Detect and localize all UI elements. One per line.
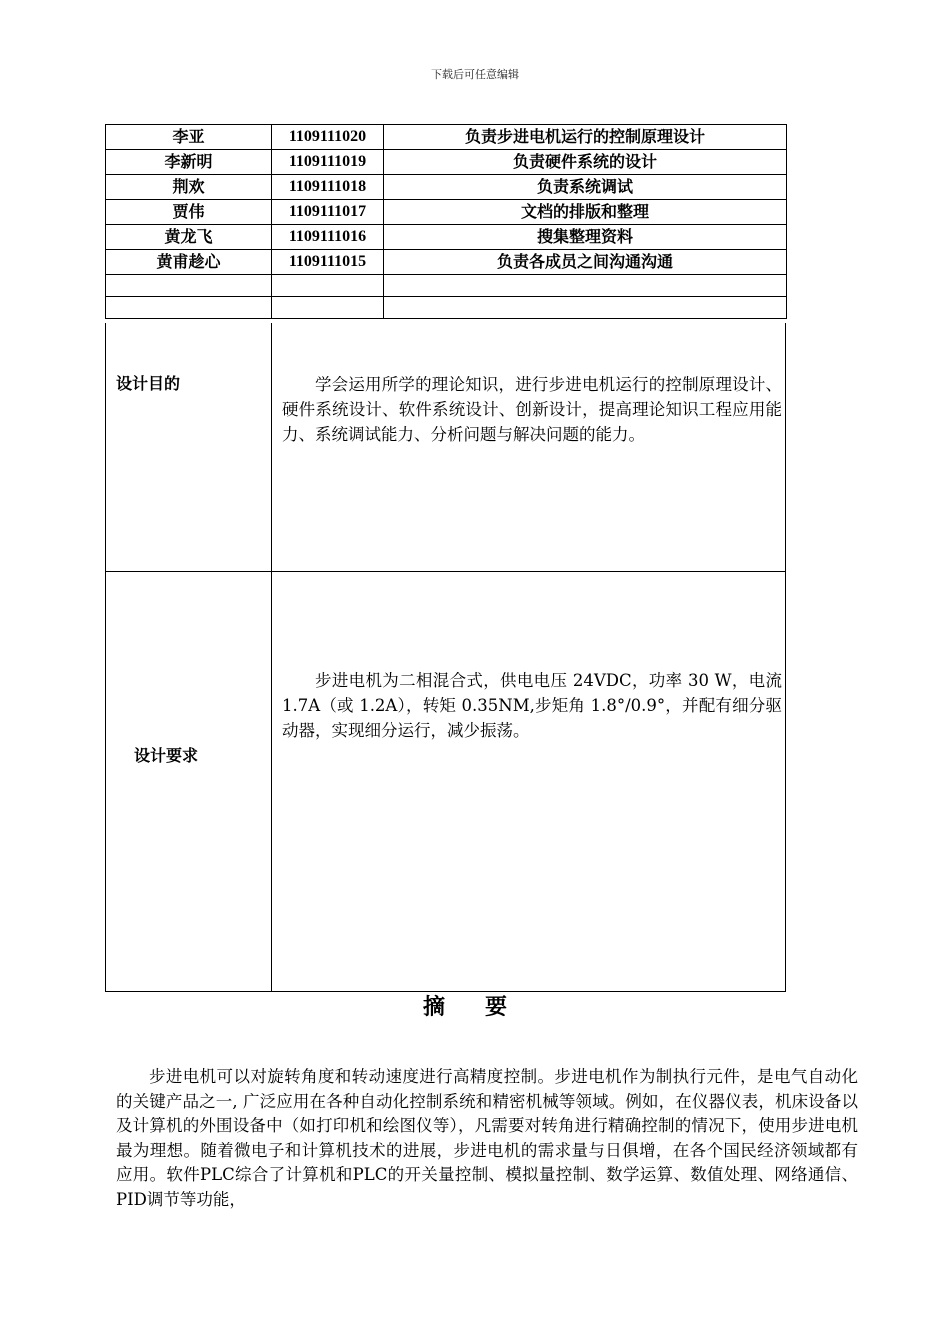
empty-cell: [384, 275, 787, 297]
design-req-text: 步进电机为二相混合式，供电电压 24VDC，功率 30 W，电流 1.7A（或 1.2A），转矩 0.35NM,步矩角 1.8°/0.9°，并配有细分驱动器，实现细分运行，减少振荡。: [282, 671, 782, 740]
empty-cell: [272, 275, 384, 297]
member-task: 负责系统调试: [384, 175, 787, 200]
design-goal-section: [105, 323, 786, 572]
empty-cell: [384, 297, 787, 319]
member-name: 李新明: [106, 150, 272, 175]
design-req-section: [105, 571, 786, 992]
empty-cell: [106, 275, 272, 297]
table-row: [106, 125, 787, 150]
table-row: [106, 225, 787, 250]
empty-cell: [106, 297, 272, 319]
table-row: [106, 150, 787, 175]
member-name: 黄龙飞: [106, 225, 272, 250]
member-id: 1109111017: [272, 200, 384, 225]
member-task: 负责步进电机运行的控制原理设计: [384, 125, 787, 150]
member-task: 负责各成员之间沟通沟通: [384, 250, 787, 275]
member-table: [105, 124, 787, 319]
member-task: 文档的排版和整理: [384, 200, 787, 225]
design-req-label: 设计要求: [134, 746, 199, 765]
member-id: 1109111019: [272, 150, 384, 175]
member-task: 搜集整理资料: [384, 225, 787, 250]
member-name: 贾伟: [106, 200, 272, 225]
design-goal-text: 学会运用所学的理论知识，进行步进电机运行的控制原理设计、硬件系统设计、软件系统设计、创新设计，提高理论知识工程应用能力、系统调试能力、分析问题与解决问题的能力。: [282, 375, 782, 444]
member-id: 1109111020: [272, 125, 384, 150]
table-row: [106, 200, 787, 225]
header-note: 下载后可任意编辑: [431, 68, 519, 81]
member-id: 1109111016: [272, 225, 384, 250]
abstract-body: 步进电机可以对旋转角度和转动速度进行高精度控制。步进电机作为制执行元件，是电气自动化的关键产品之一, 广泛应用在各种自动化控制系统和精密机械等领域。例如，在仪器仪表，机床设备以及计算机的外围设备中（如打印机和绘图仪等），凡需要对转角进行精确控制的情况下，使用步进电机最为理想。随着微电子和计算机技术的进展，步进电机的需求量与日俱增，在各个国民经济领域都有应用。软件PLC综合了计算机和PLC的开关量控制、模拟量控制、数学运算、数值处理、网络通信、PID调节等功能，: [116, 1067, 858, 1209]
member-name: 荆欢: [106, 175, 272, 200]
empty-cell: [272, 297, 384, 319]
empty-row: [106, 297, 787, 319]
table-row: [106, 250, 787, 275]
member-task: 负责硬件系统的设计: [384, 150, 787, 175]
abstract-title: 摘要: [422, 995, 547, 1020]
member-name: 黄甫趁心: [106, 250, 272, 275]
label-cell: [106, 571, 272, 991]
label-cell: [106, 323, 272, 571]
empty-row: [106, 275, 787, 297]
table-row: [106, 175, 787, 200]
design-goal-label: 设计目的: [116, 374, 181, 393]
member-id: 1109111018: [272, 175, 384, 200]
member-name: 李亚: [106, 125, 272, 150]
member-id: 1109111015: [272, 250, 384, 275]
